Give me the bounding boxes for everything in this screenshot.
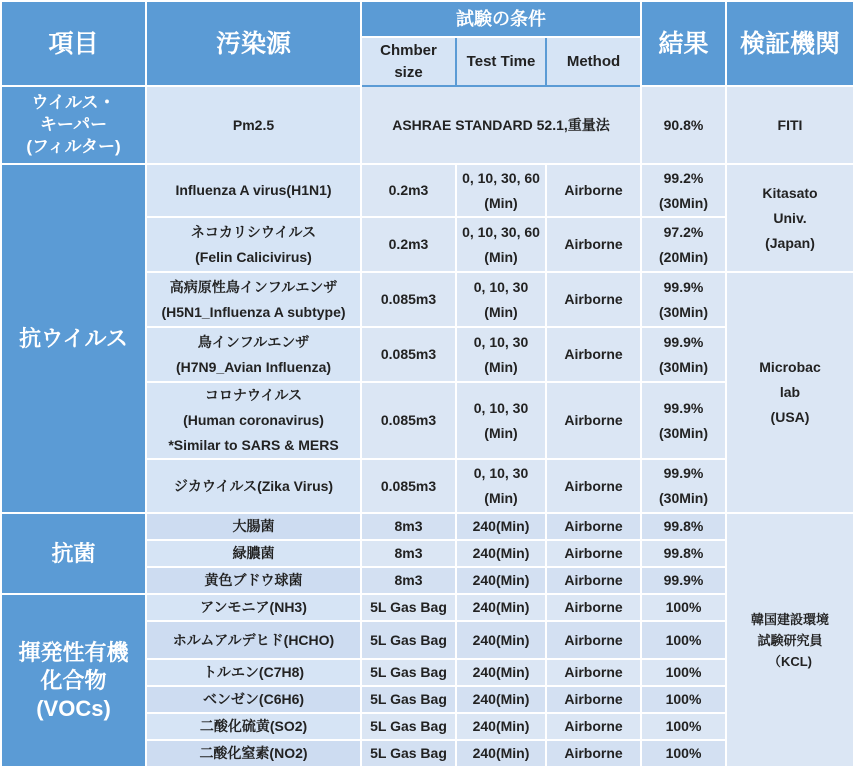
table-row-time: 240(Min) bbox=[456, 621, 546, 659]
table-row-size: 5L Gas Bag bbox=[361, 713, 456, 740]
table-row-time: 0, 10, 30 (Min) bbox=[456, 327, 546, 382]
table-row-source: ホルムアルデヒド(HCHO) bbox=[146, 621, 361, 659]
table-row-time: 240(Min) bbox=[456, 594, 546, 621]
category-antibacterial: 抗菌 bbox=[1, 513, 146, 594]
table-row-size: 0.085m3 bbox=[361, 382, 456, 459]
category-vocs: 揮発性有機 化合物 (VOCs) bbox=[1, 594, 146, 767]
table-row-size: 0.2m3 bbox=[361, 217, 456, 272]
table-row-source: 鳥インフルエンザ (H7N9_Avian Influenza) bbox=[146, 327, 361, 382]
table-row-time: 240(Min) bbox=[456, 659, 546, 686]
header-method: Method bbox=[546, 37, 641, 86]
table-row-result: 100% bbox=[641, 621, 726, 659]
table-row-time: 240(Min) bbox=[456, 567, 546, 594]
table-row-result: 99.8% bbox=[641, 513, 726, 540]
table-row-result: 99.9% (30Min) bbox=[641, 459, 726, 513]
table-row-source: 二酸化窒素(NO2) bbox=[146, 740, 361, 767]
table-row-method: Airborne bbox=[546, 217, 641, 272]
lab-kitasato: Kitasato Univ. (Japan) bbox=[726, 164, 853, 272]
table-row-result: 99.9% (30Min) bbox=[641, 327, 726, 382]
table-row-source: 大腸菌 bbox=[146, 513, 361, 540]
table-row-source: 緑膿菌 bbox=[146, 540, 361, 567]
header-conditions: 試験の条件 bbox=[361, 1, 641, 37]
table-row-size: 5L Gas Bag bbox=[361, 621, 456, 659]
category-antiviral: 抗ウイルス bbox=[1, 164, 146, 513]
header-item: 項目 bbox=[1, 1, 146, 86]
filter-result: 90.8% bbox=[641, 86, 726, 164]
table-row-result: 99.9% (30Min) bbox=[641, 272, 726, 327]
table-row-source: トルエン(C7H8) bbox=[146, 659, 361, 686]
table-row-time: 240(Min) bbox=[456, 740, 546, 767]
table-row-method: Airborne bbox=[546, 713, 641, 740]
filter-lab: FITI bbox=[726, 86, 853, 164]
table-row-method: Airborne bbox=[546, 740, 641, 767]
table-row-result: 99.2% (30Min) bbox=[641, 164, 726, 217]
header-source: 汚染源 bbox=[146, 1, 361, 86]
table-row-method: Airborne bbox=[546, 594, 641, 621]
table-row-size: 5L Gas Bag bbox=[361, 594, 456, 621]
table-row-result: 100% bbox=[641, 740, 726, 767]
table-row-method: Airborne bbox=[546, 382, 641, 459]
table-row-time: 240(Min) bbox=[456, 686, 546, 713]
table-row-result: 100% bbox=[641, 713, 726, 740]
lab-microbac: Microbac lab (USA) bbox=[726, 272, 853, 513]
table-row-method: Airborne bbox=[546, 272, 641, 327]
table-row-size: 5L Gas Bag bbox=[361, 686, 456, 713]
table-row-result: 99.8% bbox=[641, 540, 726, 567]
table-row-size: 0.2m3 bbox=[361, 164, 456, 217]
table-row-source: ベンゼン(C6H6) bbox=[146, 686, 361, 713]
table-row-result: 99.9% bbox=[641, 567, 726, 594]
table-row-size: 8m3 bbox=[361, 540, 456, 567]
table-row-time: 240(Min) bbox=[456, 513, 546, 540]
table-row-result: 100% bbox=[641, 659, 726, 686]
table-row-time: 0, 10, 30 (Min) bbox=[456, 459, 546, 513]
table-row-size: 8m3 bbox=[361, 513, 456, 540]
table-row-method: Airborne bbox=[546, 567, 641, 594]
table-row-size: 5L Gas Bag bbox=[361, 740, 456, 767]
table-row-size: 0.085m3 bbox=[361, 327, 456, 382]
table-row-source: ジカウイルス(Zika Virus) bbox=[146, 459, 361, 513]
table-row-method: Airborne bbox=[546, 164, 641, 217]
category-filter: ウイルス・ キーパー (フィルター) bbox=[1, 86, 146, 164]
table-row-time: 240(Min) bbox=[456, 713, 546, 740]
table-row-source: 高病原性鳥インフルエンザ (H5N1_Influenza A subtype) bbox=[146, 272, 361, 327]
filter-condition: ASHRAE STANDARD 52.1,重量法 bbox=[361, 86, 641, 164]
table-row-size: 0.085m3 bbox=[361, 272, 456, 327]
table-row-method: Airborne bbox=[546, 686, 641, 713]
table-row-method: Airborne bbox=[546, 459, 641, 513]
header-result: 結果 bbox=[641, 1, 726, 86]
table-row-method: Airborne bbox=[546, 659, 641, 686]
filter-source: Pm2.5 bbox=[146, 86, 361, 164]
table-row-source: 二酸化硫黄(SO2) bbox=[146, 713, 361, 740]
table-row-result: 99.9% (30Min) bbox=[641, 382, 726, 459]
header-test-time: Test Time bbox=[456, 37, 546, 86]
table-row-size: 5L Gas Bag bbox=[361, 659, 456, 686]
table-row-time: 0, 10, 30, 60 (Min) bbox=[456, 164, 546, 217]
table-row-result: 100% bbox=[641, 594, 726, 621]
table-row-source: アンモニア(NH3) bbox=[146, 594, 361, 621]
table-row-method: Airborne bbox=[546, 540, 641, 567]
table-row-method: Airborne bbox=[546, 327, 641, 382]
table-row-time: 0, 10, 30, 60 (Min) bbox=[456, 217, 546, 272]
table-row-method: Airborne bbox=[546, 513, 641, 540]
table-row-time: 0, 10, 30 (Min) bbox=[456, 382, 546, 459]
header-lab: 検証機関 bbox=[726, 1, 853, 86]
table-row-time: 240(Min) bbox=[456, 540, 546, 567]
table-row-source: Influenza A virus(H1N1) bbox=[146, 164, 361, 217]
table-row-source: ネコカリシウイルス (Felin Calicivirus) bbox=[146, 217, 361, 272]
table-row-size: 0.085m3 bbox=[361, 459, 456, 513]
header-chamber-size: Chmber size bbox=[361, 37, 456, 86]
lab-kcl: 韓国建設環境 試験研究員 （KCL) bbox=[726, 513, 853, 767]
table-row-method: Airborne bbox=[546, 621, 641, 659]
table-row-size: 8m3 bbox=[361, 567, 456, 594]
table-row-result: 100% bbox=[641, 686, 726, 713]
table-row-result: 97.2% (20Min) bbox=[641, 217, 726, 272]
table-row-source: コロナウイルス (Human coronavirus) *Similar to SARS & MERS bbox=[146, 382, 361, 459]
table-row-time: 0, 10, 30 (Min) bbox=[456, 272, 546, 327]
table-row-source: 黄色ブドウ球菌 bbox=[146, 567, 361, 594]
